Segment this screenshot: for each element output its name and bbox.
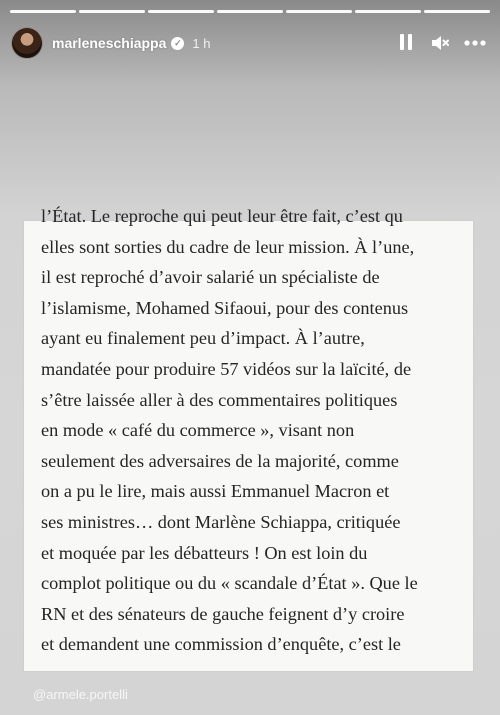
username[interactable]: marleneschiappa [52,35,167,51]
progress-segment [148,10,214,13]
progress-segment [355,10,421,13]
pause-icon [400,34,416,52]
article-line: on a pu le lire, mais aussi Emmanuel Macron et [41,481,390,502]
article-line: complot politique ou du « scandale d’État ». Que le [41,573,418,594]
article-line: mandatée pour produire 57 vidéos sur la laïcité, de [41,358,412,379]
progress-segment [424,10,490,13]
progress-segment [79,10,145,13]
article-line: elles sont sorties du cadre de leur mission. À l’une, [41,236,415,257]
article-line: ses ministres… dont Marlène Schiappa, critiquée [41,511,401,532]
muted-speaker-icon [430,34,450,52]
progress-segment [217,10,283,13]
article-line: et moquée par les débatteurs ! On est loin du [41,542,368,563]
avatar[interactable] [11,27,43,59]
post-time: 1 h [192,35,211,51]
article-line: en mode « café du commerce », visant non [41,420,355,441]
more-options-button[interactable] [464,40,486,46]
progress-segment [286,10,352,13]
mute-button[interactable] [430,34,450,52]
verified-badge-icon: ✓ [171,37,184,50]
story-progress-bar [10,10,490,13]
article-line: s’être laissée aller à des commentaires politiques [41,389,398,410]
story-header [11,26,486,60]
article-text [41,201,466,660]
article-line: l’islamisme, Mohamed Sifaoui, pour des contenus [41,297,409,318]
pause-button[interactable] [400,34,416,52]
article-line: l’État. Le reproche qui peut leur être fait, c’est qu [41,206,403,226]
more-dots-icon [464,40,486,46]
article-line: seulement des adversaires de la majorité, comme [41,450,399,471]
article-excerpt-image [24,206,473,671]
article-line: RN et des sénateurs de gauche feignent d’y croire [41,603,405,624]
progress-segment [10,10,76,13]
mention-tag[interactable]: @armele.portelli [33,687,128,702]
article-line: et demandent une commission d’enquête, c’est le [41,634,401,655]
article-line: il est reproché d’avoir salarié un spécialiste de [41,267,380,288]
article-line: ayant eu finalement peu d’impact. À l’autre, [41,328,365,349]
